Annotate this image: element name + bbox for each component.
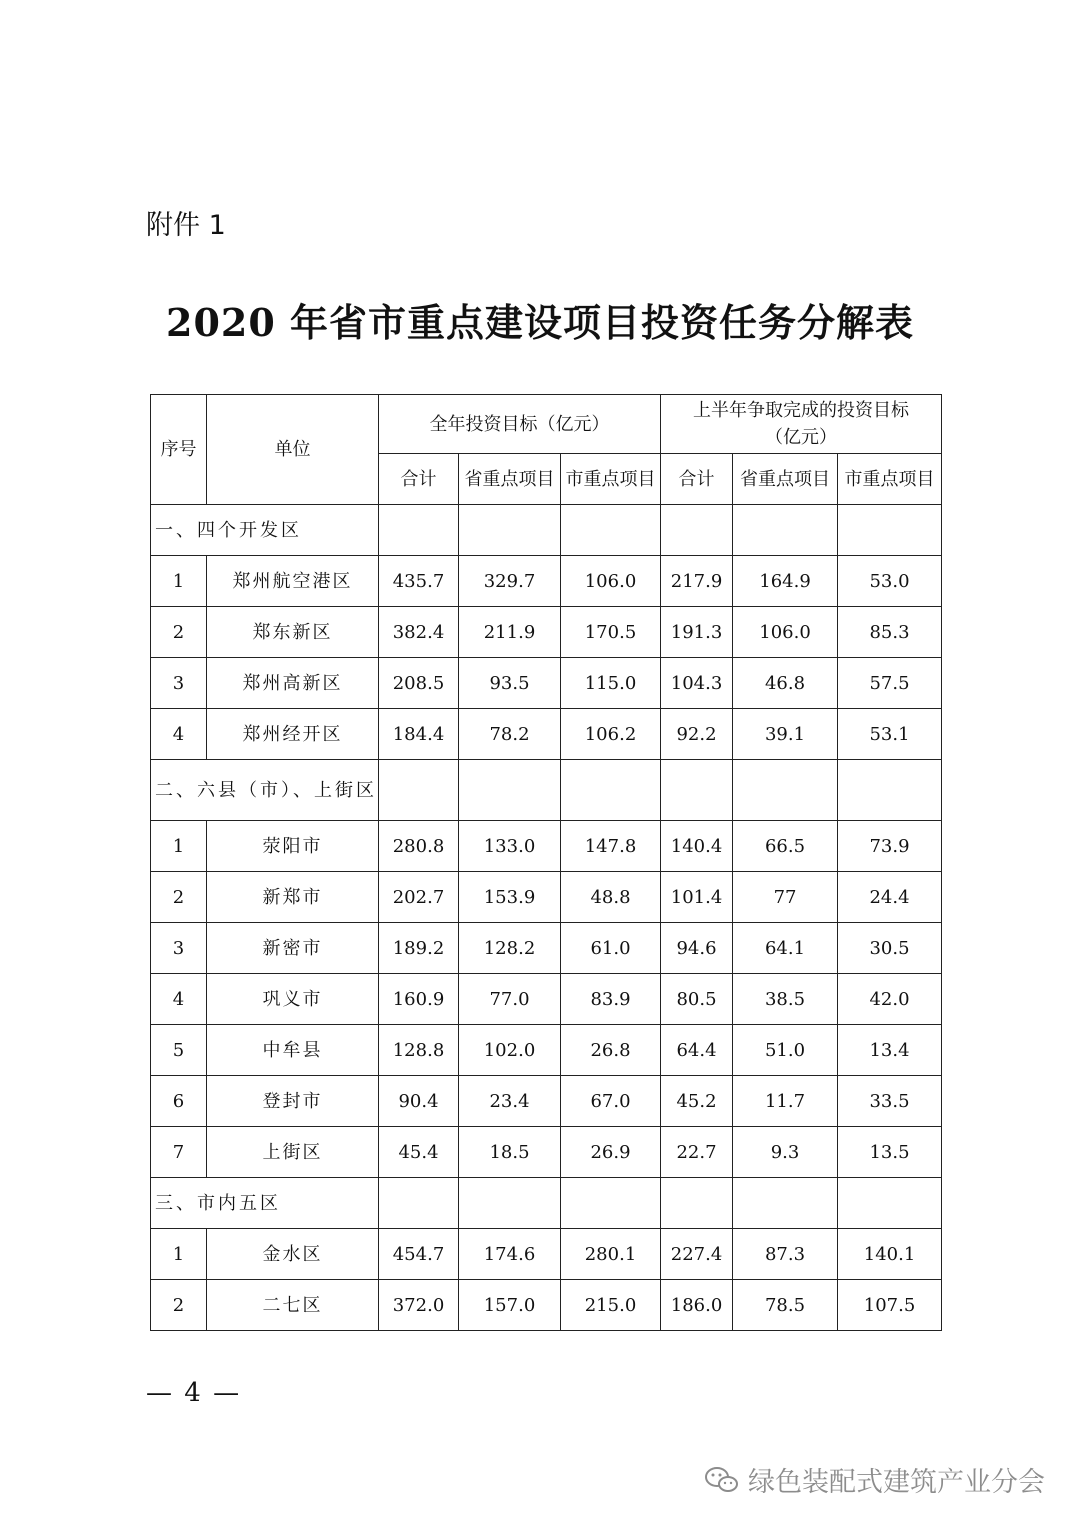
- half-provincial-cell: 11.7: [733, 1076, 838, 1127]
- seq-cell: 1: [151, 556, 207, 607]
- half-provincial-cell: 106.0: [733, 607, 838, 658]
- annual-total-cell: 160.9: [379, 974, 459, 1025]
- table-row: [151, 1229, 942, 1280]
- annual-municipal-cell: 115.0: [561, 658, 661, 709]
- half-total-cell: 140.4: [661, 821, 733, 872]
- unit-cell: 新郑市: [207, 872, 379, 923]
- annual-provincial-cell: 329.7: [459, 556, 561, 607]
- half-municipal-cell: 53.0: [838, 556, 942, 607]
- annual-provincial-cell: 93.5: [459, 658, 561, 709]
- empty-cell: [661, 1178, 733, 1229]
- section-title: 三、市内五区: [151, 1178, 379, 1229]
- half-municipal-cell: 13.5: [838, 1127, 942, 1178]
- half-total-cell: 92.2: [661, 709, 733, 760]
- header-annual-municipal: 市重点项目: [561, 454, 661, 505]
- header-row-1: [151, 395, 942, 454]
- section-row: [151, 1178, 942, 1229]
- table-row: [151, 1280, 942, 1331]
- half-municipal-cell: 107.5: [838, 1280, 942, 1331]
- header-half-provincial: 省重点项目: [733, 454, 838, 505]
- table-row: [151, 556, 942, 607]
- empty-cell: [561, 760, 661, 821]
- watermark: [704, 1460, 1045, 1499]
- half-municipal-cell: 73.9: [838, 821, 942, 872]
- half-total-cell: 22.7: [661, 1127, 733, 1178]
- table-row: [151, 1127, 942, 1178]
- header-unit: 单位: [207, 395, 379, 505]
- empty-cell: [733, 760, 838, 821]
- annual-total-cell: 189.2: [379, 923, 459, 974]
- unit-cell: 新密市: [207, 923, 379, 974]
- seq-cell: 4: [151, 974, 207, 1025]
- empty-cell: [379, 760, 459, 821]
- header-annual-provincial: 省重点项目: [459, 454, 561, 505]
- annual-provincial-cell: 78.2: [459, 709, 561, 760]
- half-total-cell: 191.3: [661, 607, 733, 658]
- annual-total-cell: 382.4: [379, 607, 459, 658]
- annual-provincial-cell: 153.9: [459, 872, 561, 923]
- annual-provincial-cell: 133.0: [459, 821, 561, 872]
- header-seq: 序号: [151, 395, 207, 505]
- annual-municipal-cell: 83.9: [561, 974, 661, 1025]
- annual-provincial-cell: 23.4: [459, 1076, 561, 1127]
- annual-provincial-cell: 102.0: [459, 1025, 561, 1076]
- half-provincial-cell: 66.5: [733, 821, 838, 872]
- attachment-label: 附件 1: [146, 210, 226, 241]
- table-row: [151, 1076, 942, 1127]
- empty-cell: [459, 1178, 561, 1229]
- half-provincial-cell: 78.5: [733, 1280, 838, 1331]
- empty-cell: [561, 505, 661, 556]
- empty-cell: [733, 1178, 838, 1229]
- annual-total-cell: 435.7: [379, 556, 459, 607]
- half-municipal-cell: 33.5: [838, 1076, 942, 1127]
- seq-cell: 1: [151, 821, 207, 872]
- annual-total-cell: 372.0: [379, 1280, 459, 1331]
- annual-municipal-cell: 106.2: [561, 709, 661, 760]
- table-row: [151, 658, 942, 709]
- table-row: [151, 607, 942, 658]
- half-municipal-cell: 140.1: [838, 1229, 942, 1280]
- half-municipal-cell: 85.3: [838, 607, 942, 658]
- unit-cell: 郑州航空港区: [207, 556, 379, 607]
- header-half-municipal: 市重点项目: [838, 454, 942, 505]
- annual-municipal-cell: 26.9: [561, 1127, 661, 1178]
- unit-cell: 荥阳市: [207, 821, 379, 872]
- half-municipal-cell: 30.5: [838, 923, 942, 974]
- empty-cell: [838, 760, 942, 821]
- half-total-cell: 104.3: [661, 658, 733, 709]
- section-title: 二、六县（市）、上街区: [151, 760, 379, 821]
- annual-total-cell: 128.8: [379, 1025, 459, 1076]
- seq-cell: 2: [151, 1280, 207, 1331]
- unit-cell: 郑州高新区: [207, 658, 379, 709]
- half-total-cell: 94.6: [661, 923, 733, 974]
- section-row: [151, 760, 942, 821]
- header-half-year-line1: 上半年争取完成的投资目标: [693, 400, 910, 421]
- table-row: [151, 923, 942, 974]
- investment-table: [150, 394, 942, 1331]
- seq-cell: 5: [151, 1025, 207, 1076]
- unit-cell: 登封市: [207, 1076, 379, 1127]
- empty-cell: [379, 505, 459, 556]
- seq-cell: 7: [151, 1127, 207, 1178]
- table-row: [151, 974, 942, 1025]
- half-provincial-cell: 87.3: [733, 1229, 838, 1280]
- half-municipal-cell: 57.5: [838, 658, 942, 709]
- empty-cell: [733, 505, 838, 556]
- annual-total-cell: 202.7: [379, 872, 459, 923]
- annual-provincial-cell: 157.0: [459, 1280, 561, 1331]
- annual-total-cell: 208.5: [379, 658, 459, 709]
- table-row: [151, 872, 942, 923]
- section-row: [151, 505, 942, 556]
- unit-cell: 郑州经开区: [207, 709, 379, 760]
- half-total-cell: 101.4: [661, 872, 733, 923]
- half-provincial-cell: 51.0: [733, 1025, 838, 1076]
- annual-total-cell: 280.8: [379, 821, 459, 872]
- annual-total-cell: 184.4: [379, 709, 459, 760]
- half-provincial-cell: 9.3: [733, 1127, 838, 1178]
- empty-cell: [838, 505, 942, 556]
- annual-municipal-cell: 67.0: [561, 1076, 661, 1127]
- seq-cell: 1: [151, 1229, 207, 1280]
- half-provincial-cell: 46.8: [733, 658, 838, 709]
- header-half-year-line2: （亿元）: [765, 427, 838, 448]
- annual-municipal-cell: 26.8: [561, 1025, 661, 1076]
- section-title: 一、四个开发区: [151, 505, 379, 556]
- empty-cell: [459, 505, 561, 556]
- annual-total-cell: 454.7: [379, 1229, 459, 1280]
- annual-total-cell: 45.4: [379, 1127, 459, 1178]
- half-total-cell: 186.0: [661, 1280, 733, 1331]
- seq-cell: 2: [151, 872, 207, 923]
- header-half-total: 合计: [661, 454, 733, 505]
- watermark-text: 绿色装配式建筑产业分会: [748, 1467, 1045, 1498]
- table-row: [151, 1025, 942, 1076]
- half-provincial-cell: 64.1: [733, 923, 838, 974]
- unit-cell: 二七区: [207, 1280, 379, 1331]
- seq-cell: 6: [151, 1076, 207, 1127]
- annual-municipal-cell: 147.8: [561, 821, 661, 872]
- half-provincial-cell: 38.5: [733, 974, 838, 1025]
- annual-municipal-cell: 106.0: [561, 556, 661, 607]
- empty-cell: [459, 760, 561, 821]
- annual-provincial-cell: 18.5: [459, 1127, 561, 1178]
- half-provincial-cell: 164.9: [733, 556, 838, 607]
- empty-cell: [379, 1178, 459, 1229]
- half-provincial-cell: 39.1: [733, 709, 838, 760]
- header-annual-target: 全年投资目标（亿元）: [379, 395, 661, 454]
- half-municipal-cell: 13.4: [838, 1025, 942, 1076]
- annual-municipal-cell: 61.0: [561, 923, 661, 974]
- unit-cell: 郑东新区: [207, 607, 379, 658]
- annual-provincial-cell: 77.0: [459, 974, 561, 1025]
- annual-provincial-cell: 128.2: [459, 923, 561, 974]
- annual-municipal-cell: 170.5: [561, 607, 661, 658]
- seq-cell: 3: [151, 923, 207, 974]
- half-provincial-cell: 77: [733, 872, 838, 923]
- seq-cell: 3: [151, 658, 207, 709]
- half-total-cell: 217.9: [661, 556, 733, 607]
- unit-cell: 金水区: [207, 1229, 379, 1280]
- page-number: — 4 —: [146, 1378, 242, 1408]
- annual-municipal-cell: 48.8: [561, 872, 661, 923]
- table-row: [151, 821, 942, 872]
- half-total-cell: 80.5: [661, 974, 733, 1025]
- empty-cell: [661, 505, 733, 556]
- seq-cell: 4: [151, 709, 207, 760]
- half-total-cell: 64.4: [661, 1025, 733, 1076]
- half-total-cell: 45.2: [661, 1076, 733, 1127]
- seq-cell: 2: [151, 607, 207, 658]
- annual-municipal-cell: 280.1: [561, 1229, 661, 1280]
- half-municipal-cell: 53.1: [838, 709, 942, 760]
- annual-provincial-cell: 211.9: [459, 607, 561, 658]
- document-title: 2020 年省市重点建设项目投资任务分解表: [166, 300, 914, 345]
- header-annual-total: 合计: [379, 454, 459, 505]
- empty-cell: [838, 1178, 942, 1229]
- unit-cell: 上街区: [207, 1127, 379, 1178]
- half-municipal-cell: 24.4: [838, 872, 942, 923]
- unit-cell: 巩义市: [207, 974, 379, 1025]
- annual-municipal-cell: 215.0: [561, 1280, 661, 1331]
- header-half-year-target: [661, 395, 942, 454]
- half-municipal-cell: 42.0: [838, 974, 942, 1025]
- annual-total-cell: 90.4: [379, 1076, 459, 1127]
- empty-cell: [661, 760, 733, 821]
- empty-cell: [561, 1178, 661, 1229]
- wechat-icon: [704, 1465, 740, 1495]
- annual-provincial-cell: 174.6: [459, 1229, 561, 1280]
- table-row: [151, 709, 942, 760]
- unit-cell: 中牟县: [207, 1025, 379, 1076]
- half-total-cell: 227.4: [661, 1229, 733, 1280]
